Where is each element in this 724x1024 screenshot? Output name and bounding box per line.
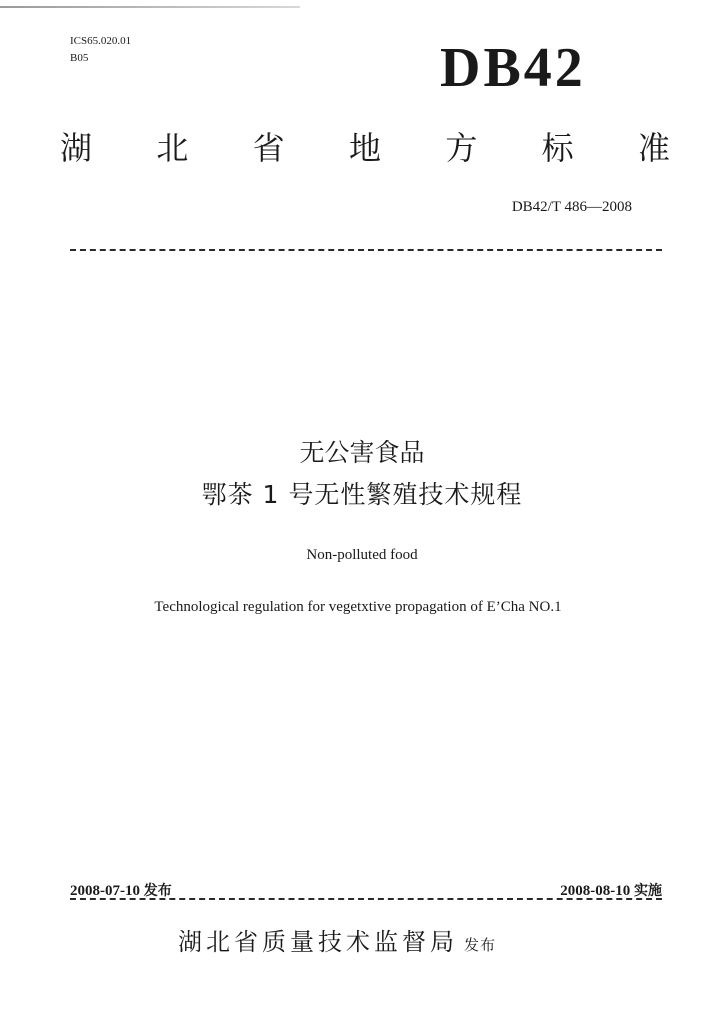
standard-code-logo: DB42	[440, 37, 586, 99]
implement-date-label: 实施	[634, 883, 662, 899]
standard-type-title	[60, 128, 670, 168]
standard-type-char: 北	[156, 129, 189, 167]
standard-number: DB42/T 486—2008	[511, 199, 632, 215]
header-divider	[70, 249, 662, 251]
standard-type-char: 方	[445, 129, 478, 167]
issuing-authority	[178, 926, 496, 961]
implement-date	[560, 880, 662, 900]
classification-block	[70, 33, 131, 67]
standard-type-char: 地	[348, 129, 381, 167]
footer-divider	[70, 898, 662, 900]
implement-date-value: 2008-08-10	[560, 883, 631, 899]
standard-type-char: 湖	[60, 129, 93, 167]
issue-date	[70, 880, 172, 900]
category-code: B05	[70, 52, 89, 64]
issuer-suffix: 发布	[464, 936, 497, 954]
document-title-cn-line1: 无公害食品	[299, 438, 425, 467]
issue-date-value: 2008-07-10	[70, 883, 140, 899]
document-title-en-line1: Non-polluted food	[306, 547, 418, 563]
ics-code: ICS65.020.01	[70, 35, 132, 47]
document-title-cn-line2: 鄂茶 1 号无性繁殖技术规程	[201, 480, 523, 509]
scan-artifact-line	[0, 6, 300, 8]
standard-type-char: 标	[541, 129, 574, 167]
document-title-en-line2: Technological regulation for vegetxtive propagation of E’Cha NO.1	[154, 599, 562, 615]
standard-type-char: 省	[252, 129, 285, 167]
issuer-name: 湖北省质量技术监督局	[178, 928, 458, 956]
issue-date-label: 发布	[143, 883, 172, 899]
standard-type-char: 准	[637, 129, 670, 167]
